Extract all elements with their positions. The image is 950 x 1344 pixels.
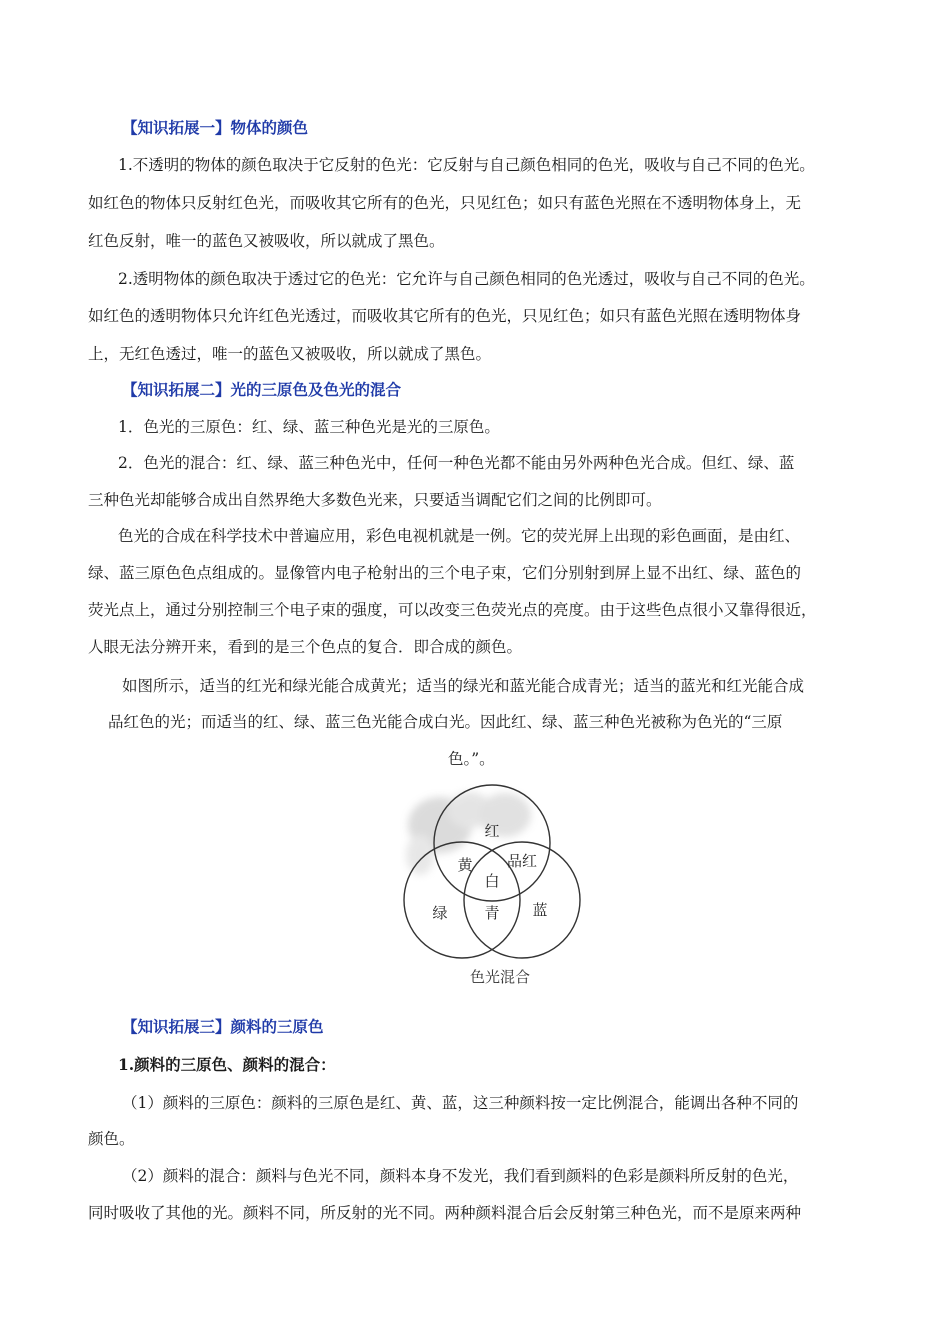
s2-p4-line1: 如图所示，适当的红光和绿光能合成黄光；适当的绿光和蓝光能合成青光；适当的蓝光和红光能合成 (122, 677, 805, 695)
s2-p3-line3: 荧光点上，通过分别控制三个电子束的强度，可以改变三色荧光点的亮度。由于这些色点很小又靠得很近， (88, 601, 817, 619)
label-green: 绿 (432, 904, 448, 922)
s3-p1-line2: 颜色。 (88, 1130, 135, 1148)
label-cyan: 青 (484, 904, 500, 922)
label-magenta: 品红 (506, 852, 538, 870)
s1-p2-line1: 2.透明物体的颜色取决于透过它的色光：它允许与自己颜色相同的色光透过，吸收与自己不同的色光。 (118, 270, 815, 288)
venn-diagram (400, 780, 590, 995)
s1-p2-line3: 上，无红色透过，唯一的蓝色又被吸收，所以就成了黑色。 (88, 345, 492, 363)
section1-heading: 【知识拓展一】物体的颜色 (122, 118, 309, 137)
s2-p3-line1: 色光的合成在科学技术中普遍应用，彩色电视机就是一例。它的荧光屏上出现的彩色画面，是由红、 (118, 527, 801, 545)
s1-p1-line2: 如红色的物体只反射红色光，而吸收其它所有的色光，只见红色；如只有蓝色光照在不透明物体身上，无 (88, 194, 802, 212)
s3-p2-line2: 同时吸收了其他的光。颜料不同，所反射的光不同。两种颜料混合后会反射第三种色光，而不是原来两种 (88, 1204, 802, 1222)
s3-p2-line1: （2）颜料的混合：颜料与色光不同，颜料本身不发光，我们看到颜料的色彩是颜料所反射的色光， (122, 1167, 799, 1185)
section2-heading: 【知识拓展二】光的三原色及色光的混合 (122, 380, 402, 399)
color-mixing-figure (400, 780, 590, 995)
s1-p1-line1: 1.不透明的物体的颜色取决于它反射的色光：它反射与自己颜色相同的色光，吸收与自己不同的色光。 (118, 156, 815, 174)
s2-p4-line2: 品红色的光；而适当的红、绿、蓝三色光能合成白光。因此红、绿、蓝三种色光被称为色光的“三原 (108, 713, 783, 731)
label-blue: 蓝 (532, 901, 548, 919)
s2-p3-line4: 人眼无法分辨开来，看到的是三个色点的复合．即合成的颜色。 (88, 638, 523, 656)
label-yellow: 黄 (457, 856, 473, 874)
label-red: 红 (484, 822, 500, 840)
s1-p2-line2: 如红色的透明物体只允许红色光透过，而吸收其它所有的色光，只见红色；如只有蓝色光照在透明物体身 (88, 307, 802, 325)
label-white: 白 (484, 872, 500, 890)
s2-p1: 1．色光的三原色：红、绿、蓝三种色光是光的三原色。 (118, 418, 500, 436)
s3-subheading: 1.颜料的三原色、颜料的混合： (118, 1055, 336, 1074)
figure-caption: 色光混合 (469, 968, 531, 986)
s2-p2-line1: 2．色光的混合：红、绿、蓝三种色光中，任何一种色光都不能由另外两种色光合成。但红、绿、蓝 (118, 454, 795, 472)
s2-p2-line2: 三种色光却能够合成出自然界绝大多数色光来，只要适当调配它们之间的比例即可。 (88, 491, 662, 509)
s1-p1-line3: 红色反射，唯一的蓝色又被吸收，所以就成了黑色。 (88, 232, 445, 250)
s3-p1-line1: （1）颜料的三原色：颜料的三原色是红、黄、蓝，这三种颜料按一定比例混合，能调出各种不同的 (122, 1094, 799, 1112)
section3-heading: 【知识拓展三】颜料的三原色 (122, 1017, 324, 1036)
s2-p4-line3: 色。”。 (448, 750, 495, 768)
s2-p3-line2: 绿、蓝三原色色点组成的。显像管内电子枪射出的三个电子束，它们分别射到屏上显不出红、绿、蓝色的 (88, 564, 802, 582)
